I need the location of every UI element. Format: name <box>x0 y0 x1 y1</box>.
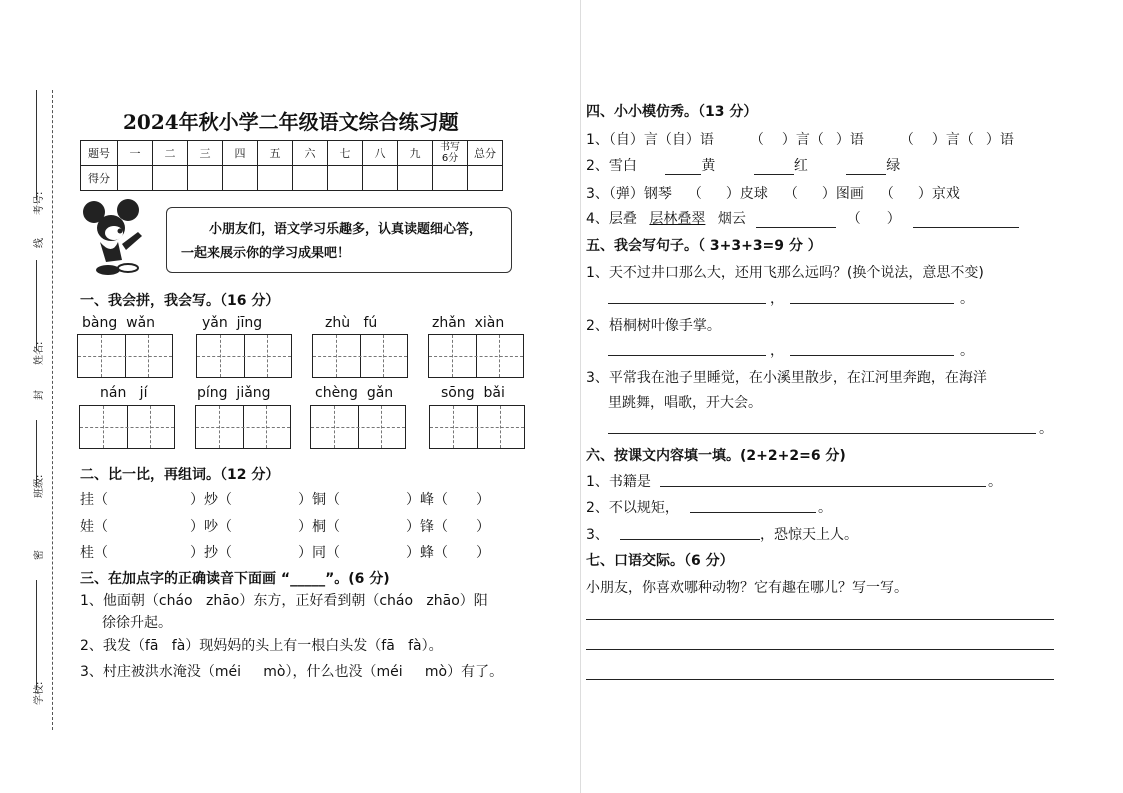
binding-line <box>52 90 53 730</box>
text: 红 <box>793 158 808 174</box>
text: ） <box>886 211 901 227</box>
question-6-2: 2、不以规矩， <box>586 500 679 516</box>
comma: ， <box>770 291 784 307</box>
question-5-1: 1、天不过井口那么大，还用飞那么远吗？(换个说法，意思不变) <box>586 265 984 281</box>
question-6-1: 1、书籍是 <box>586 474 651 490</box>
text: （ <box>783 186 798 202</box>
score-cell[interactable] <box>398 166 433 191</box>
blank[interactable] <box>754 160 794 175</box>
question-3-2: 2、我发（fā fà）现妈妈的头上有一根白头发（fā fà）。 <box>80 638 443 654</box>
answer-line[interactable] <box>586 619 1054 620</box>
score-cell[interactable] <box>328 166 363 191</box>
score-cell[interactable] <box>363 166 398 191</box>
answer-line[interactable] <box>608 433 1036 434</box>
text: ）言（ <box>781 132 824 148</box>
page-title: 2024年秋小学二年级语文综合练习题 <box>123 110 459 134</box>
score-cell[interactable] <box>258 166 293 191</box>
section-5-heading: 五、我会写句子。（ 3+3+3=9 分 ） <box>586 238 822 254</box>
period: 。 <box>1039 421 1053 437</box>
text: 烟云 <box>717 211 746 227</box>
period: 。 <box>818 500 832 516</box>
question-6-3-end: ，恐惊天上人。 <box>760 527 858 543</box>
text: （ <box>846 211 861 227</box>
imitation-line-2 <box>586 155 900 175</box>
pinyin-label: nán jí <box>100 385 148 401</box>
writing-grid[interactable] <box>428 334 524 378</box>
question-7-prompt: 小朋友，你喜欢哪种动物？它有趣在哪儿？写一写。 <box>586 580 908 596</box>
compare-item: 桂（ <box>80 545 108 561</box>
pinyin-label: bàng wǎn <box>82 315 156 331</box>
page-divider <box>580 0 581 793</box>
writing-grid[interactable] <box>77 334 173 378</box>
text: （ <box>687 186 702 202</box>
answer-line[interactable] <box>790 303 954 304</box>
writing-grid[interactable] <box>429 405 525 449</box>
compare-item: ）抄（ <box>190 545 232 561</box>
table-cell: 六 <box>293 141 328 166</box>
question-5-3: 3、平常我在池子里睡觉，在小溪里散步，在江河里奔跑，在海洋 <box>586 370 987 386</box>
blank[interactable] <box>846 160 886 175</box>
label-line: 线 <box>34 238 45 248</box>
table-cell: 八 <box>363 141 398 166</box>
compare-item: ）炒（ <box>190 492 232 508</box>
text: 1、（自）言（自）语 <box>586 132 714 148</box>
compare-item: 挂（ <box>80 492 108 508</box>
imitation-line-4 <box>586 208 1019 228</box>
section-2-heading: 二、比一比，再组词。（12 分） <box>80 467 280 483</box>
score-table <box>80 140 503 191</box>
answer-line[interactable] <box>790 355 954 356</box>
label-seal: 封 <box>34 390 45 400</box>
table-cell: 得分 <box>81 166 118 191</box>
text: ）图画 <box>821 186 864 202</box>
mouse-mascot-illustration <box>78 198 158 278</box>
table-cell: 总分 <box>468 141 503 166</box>
writing-grid[interactable] <box>312 334 408 378</box>
writing-grid[interactable] <box>196 334 292 378</box>
answer-line[interactable] <box>586 649 1054 650</box>
compare-item: ）蜂（ <box>406 545 448 561</box>
blank[interactable] <box>913 213 1019 228</box>
question-5-2: 2、梧桐树叶像手掌。 <box>586 318 721 334</box>
section-1-heading: 一、我会拼，我会写。（16 分） <box>80 293 280 309</box>
question-3-1: 1、他面朝（cháo zhāo）东方，正好看到朝（cháo zhāo）阳 <box>80 593 488 609</box>
compare-row-3 <box>80 542 490 562</box>
section-4-heading: 四、小小模仿秀。（13 分） <box>586 104 758 120</box>
pinyin-label: sōng bǎi <box>441 385 505 401</box>
pinyin-label: zhù fú <box>325 315 378 331</box>
compare-row-2 <box>80 516 490 536</box>
question-3-1-cont: 徐徐升起。 <box>102 615 172 631</box>
compare-item: ）铜（ <box>298 492 340 508</box>
blank-line-school <box>36 580 37 690</box>
imitation-line-3 <box>586 183 960 203</box>
table-cell: 四 <box>223 141 258 166</box>
score-cell[interactable] <box>293 166 328 191</box>
table-cell: 七 <box>328 141 363 166</box>
compare-item: ）同（ <box>298 545 340 561</box>
label-name: 姓名: <box>34 341 45 365</box>
answer-line[interactable] <box>608 355 766 356</box>
text: 2、雪白 <box>586 158 637 174</box>
period: 。 <box>960 291 974 307</box>
label-secret: 密 <box>34 550 45 560</box>
score-cell[interactable] <box>433 166 468 191</box>
intro-banner <box>166 207 512 273</box>
compare-item: ）峰（ <box>406 492 448 508</box>
writing-grid[interactable] <box>195 405 291 449</box>
text: ）言（ <box>931 132 974 148</box>
period: 。 <box>988 474 1002 490</box>
score-cell[interactable] <box>468 166 503 191</box>
text: ）皮球 <box>725 186 768 202</box>
text: 3、（弹）钢琴 <box>586 186 672 202</box>
period: 。 <box>960 343 974 359</box>
section-7-heading: 七、口语交际。（6 分） <box>586 553 734 569</box>
answer-line[interactable] <box>690 512 816 513</box>
label-school: 学校: <box>34 681 45 705</box>
text: 层林叠翠 <box>649 211 706 227</box>
question-3-3: 3、村庄被洪水淹没（méi mò），什么也没（méi mò）有了。 <box>80 664 504 680</box>
blank-line-examno <box>36 90 37 200</box>
compare-item: ）桐（ <box>298 519 340 535</box>
section-6-heading: 六、按课文内容填一填。(2+2+2=6 分) <box>586 448 846 464</box>
compare-item: ） <box>476 545 490 561</box>
intro-line-2: 一起来展示你的学习成果吧！ <box>181 246 351 261</box>
table-cell: 书写 6分 <box>433 141 468 166</box>
answer-line[interactable] <box>620 539 760 540</box>
comma: ， <box>770 343 784 359</box>
intro-line-1: 小朋友们，语文学习乐趣多，认真读题细心答， <box>209 222 483 237</box>
score-table-row <box>81 166 503 191</box>
score-cell[interactable] <box>188 166 223 191</box>
text: 黄 <box>701 158 716 174</box>
score-cell[interactable] <box>118 166 153 191</box>
question-5-3-cont: 里跳舞，唱歌，开大会。 <box>608 395 762 411</box>
pinyin-label: zhǎn xiàn <box>432 315 505 331</box>
compare-item: ） <box>476 492 490 508</box>
section-3-heading: 三、在加点字的正确读音下面画 “_____”。(6 分) <box>80 571 390 587</box>
score-cell[interactable] <box>223 166 258 191</box>
table-cell: 九 <box>398 141 433 166</box>
table-cell: 三 <box>188 141 223 166</box>
blank[interactable] <box>756 213 836 228</box>
label-class: 班级: <box>34 474 45 498</box>
compare-item: ）锋（ <box>406 519 448 535</box>
table-cell: 一 <box>118 141 153 166</box>
compare-row-1 <box>80 489 490 509</box>
text: ）语 <box>835 132 864 148</box>
answer-line[interactable] <box>660 486 986 487</box>
blank[interactable] <box>665 160 701 175</box>
text: 4、层叠 <box>586 211 637 227</box>
compare-item: ）吵（ <box>190 519 232 535</box>
answer-line[interactable] <box>586 679 1054 680</box>
blank-line-name <box>36 260 37 350</box>
question-6-3: 3、 <box>586 527 609 543</box>
compare-item: 娃（ <box>80 519 108 535</box>
text: （ <box>749 132 764 148</box>
answer-line[interactable] <box>608 303 766 304</box>
pinyin-label: chèng gǎn <box>315 385 394 401</box>
label-exam-number: 考号: <box>34 191 45 215</box>
score-table-header <box>81 141 503 166</box>
imitation-line-1 <box>586 129 1014 149</box>
table-cell: 题号 <box>81 141 118 166</box>
pinyin-label: yǎn jīng <box>202 315 263 331</box>
text: ）京戏 <box>917 186 960 202</box>
writing-grid[interactable] <box>79 405 175 449</box>
writing-grid[interactable] <box>310 405 406 449</box>
score-cell[interactable] <box>153 166 188 191</box>
table-cell: 五 <box>258 141 293 166</box>
compare-item: ） <box>476 519 490 535</box>
text: ）语 <box>985 132 1014 148</box>
blank-line-class <box>36 420 37 485</box>
text: （ <box>899 132 914 148</box>
pinyin-label: píng jiǎng <box>197 385 271 401</box>
table-cell: 二 <box>153 141 188 166</box>
text: （ <box>879 186 894 202</box>
text: 绿 <box>886 158 901 174</box>
